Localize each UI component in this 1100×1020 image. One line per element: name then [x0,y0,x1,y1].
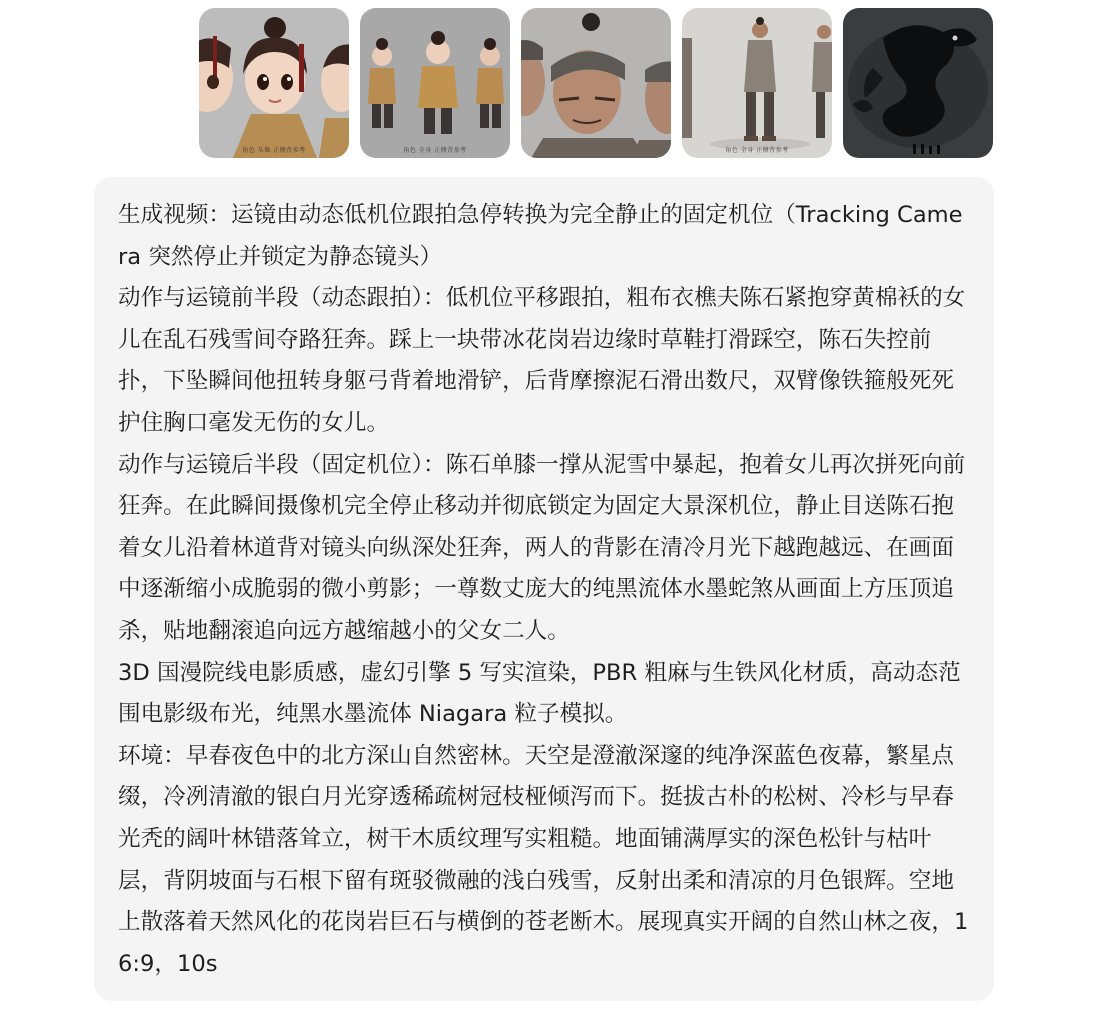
ink-serpent-image [843,8,993,158]
woodcutter-fullbody-image [682,8,832,158]
message-paragraph-1: 生成视频：运镜由动态低机位跟拍急停转换为完全静止的固定机位（Tracking Camera 突然停止并锁定为静态镜头） [118,202,963,270]
attachment-caption-1: 角色 头像 正侧背参考 [242,147,306,154]
user-message-bubble [94,177,994,1001]
woodcutter-portrait-image [521,8,671,158]
attachment-thumbnail-5[interactable] [843,8,993,158]
attachment-thumbnails [199,8,993,158]
attachment-thumbnail-3[interactable] [521,8,671,158]
message-paragraph-2: 动作与运镜前半段（动态跟拍）：低机位平移跟拍，粗布衣樵夫陈石紧抱穿黄棉袄的女儿在乱石残雪间夺路狂奔。踩上一块带冰花岗岩边缘时草鞋打滑踩空，陈石失控前扑，下坠瞬间他扭转身躯弓背着地滑铲，后背摩擦泥石滑出数尺，双臂像铁箍般死死护住胸口毫发无伤的女儿。 [118,285,966,436]
girl-portrait-image [199,8,349,158]
message-paragraph-4: 3D 国漫院线电影质感，虚幻引擎 5 写实渲染，PBR 粗麻与生铁风化材质，高动态范围电影级布光，纯黑水墨流体 Niagara 粒子模拟。 [118,659,961,728]
attachment-thumbnail-2[interactable] [360,8,510,158]
message-paragraph-3: 动作与运镜后半段（固定机位）：陈石单膝一撑从泥雪中暴起，抱着女儿再次拼死向前狂奔。在此瞬间摄像机完全停止移动并彻底锁定为固定大景深机位，静止目送陈石抱着女儿沿着林道背对镜头向纵深处狂奔，两人的背影在清冷月光下越跑越远、在画面中逐渐缩小成脆弱的微小剪影；一尊数丈庞大的纯黑流体水墨蛇煞从画面上方压顶追杀，贴地翻滚追向远方越缩越小的父女二人。 [118,451,966,644]
message-paragraph-5: 环境：早春夜色中的北方深山自然密林。天空是澄澈深邃的纯净深蓝色夜幕，繁星点缀，冷冽清澈的银白月光穿透稀疏树冠枝桠倾泻而下。挺拔古朴的松树、冷杉与早春光秃的阔叶林错落耸立，树干木质纹理写实粗糙。地面铺满厚实的深色松针与枯叶层，背阴坡面与石根下留有斑驳微融的浅白残雪，反射出柔和清凉的月色银辉。空地上散落着天然风化的花岗岩巨石与横倒的苍老断木。展现真实开阔的自然山林之夜，16:9，10s [118,742,969,977]
attachment-caption-4: 角色 全身 正侧背参考 [725,147,789,154]
attachment-thumbnail-4[interactable] [682,8,832,158]
attachment-thumbnail-1[interactable] [199,8,349,158]
girl-fullbody-image [360,8,510,158]
attachment-caption-2: 角色 全身 正侧背参考 [403,147,467,154]
